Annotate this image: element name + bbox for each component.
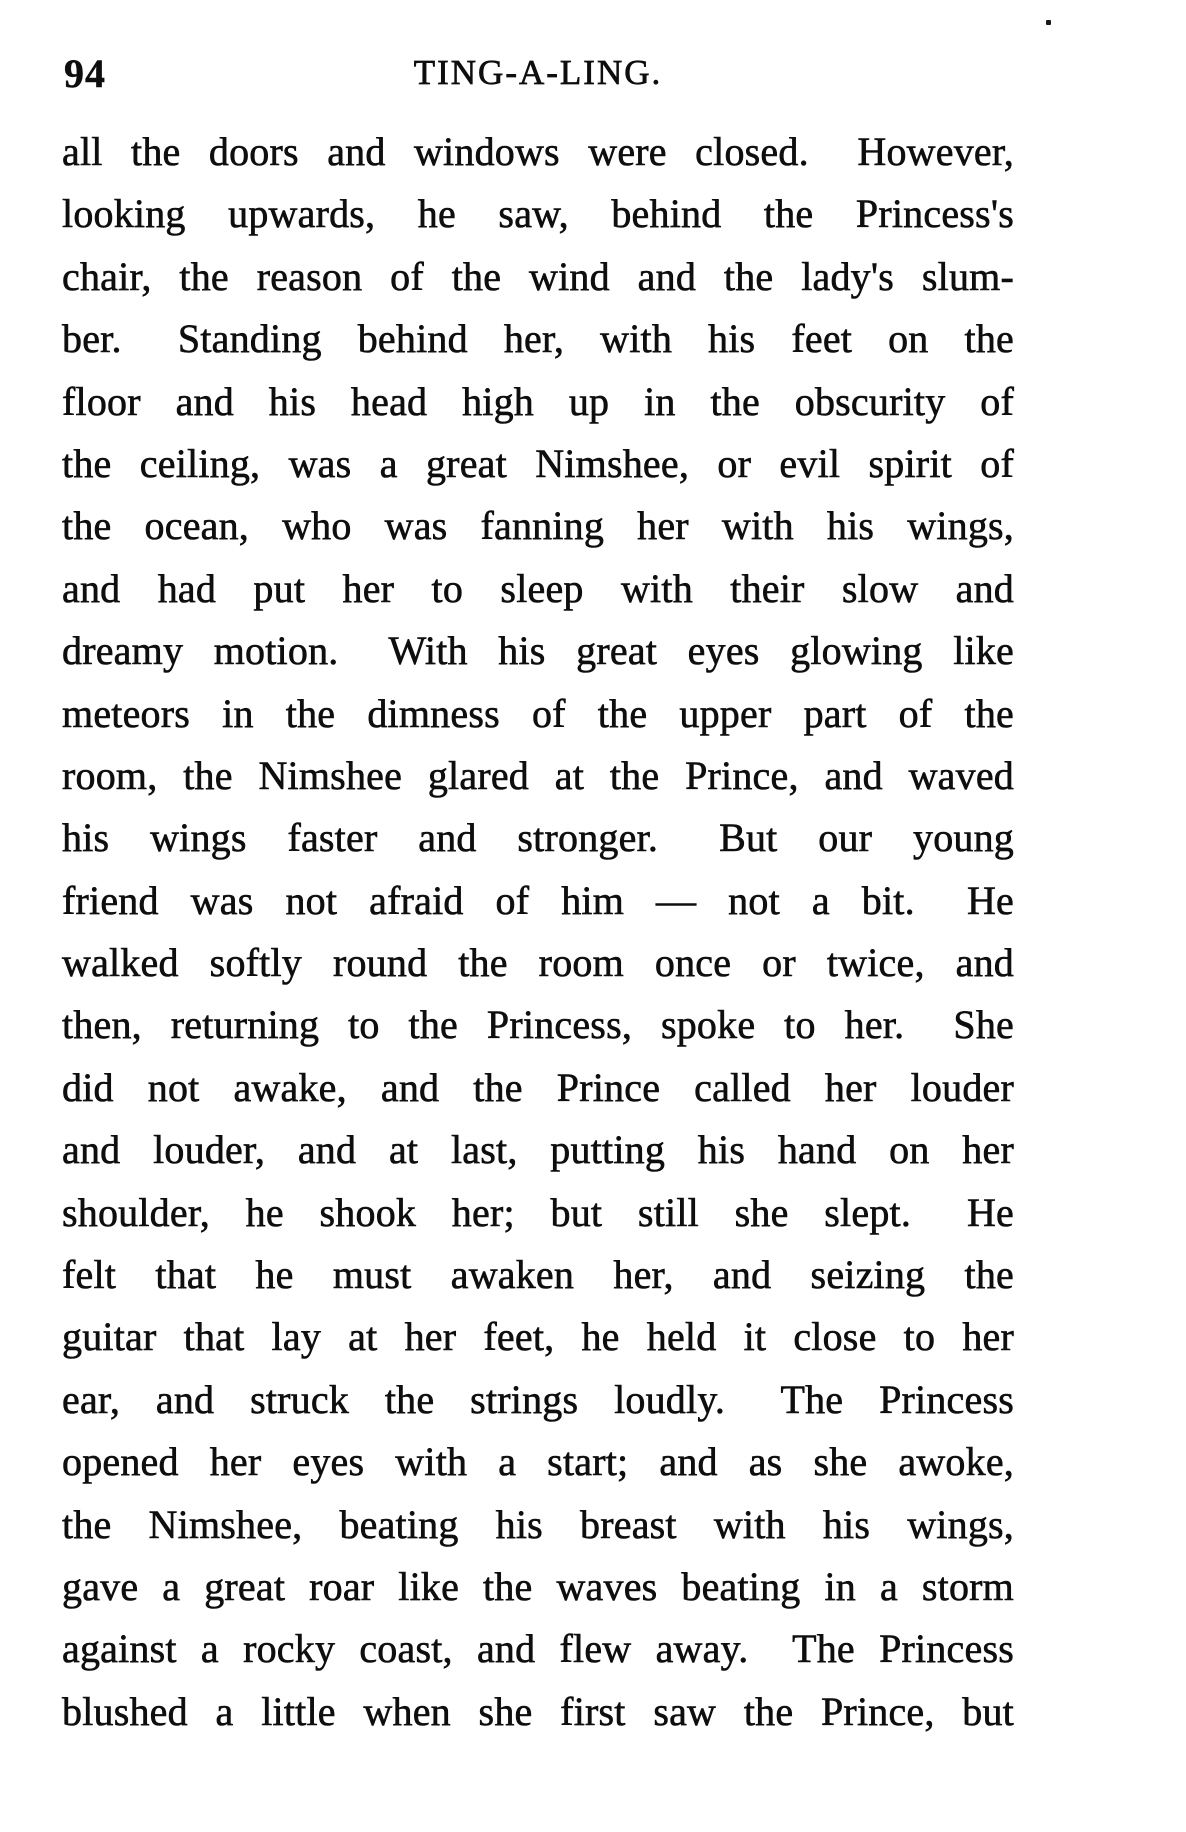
text-line: and had put her to sleep with their slow and [62, 565, 1014, 611]
text-line: ber. Standing behind her, with his feet on the [62, 316, 1014, 362]
text-line: felt that he must awaken her, and seizing the [62, 1252, 1014, 1298]
text-line: looking upwards, he saw, behind the Princess's [62, 191, 1014, 237]
page-body [62, 121, 1014, 1743]
text-line: then, returning to the Princess, spoke to her. She [62, 1002, 1014, 1048]
text-line: ear, and struck the strings loudly. The Princess [62, 1376, 1014, 1422]
text-line: room, the Nimshee glared at the Prince, and waved [62, 752, 1014, 798]
text-line: opened her eyes with a start; and as she awoke, [62, 1439, 1014, 1485]
text-line: all the doors and windows were closed. However, [62, 129, 1014, 174]
text-line: friend was not afraid of him — not a bit. He [62, 877, 1014, 923]
text-line: blushed a little when she first saw the Prince, but [62, 1688, 1014, 1734]
scan-speck [1046, 20, 1051, 25]
text-line: his wings faster and stronger. But our young [62, 815, 1014, 861]
page-number: 94 [64, 51, 106, 96]
text-line: meteors in the dimness of the upper part of the [62, 690, 1014, 736]
text-line: walked softly round the room once or twice, and [62, 940, 1014, 986]
text-line: and louder, and at last, putting his hand on her [62, 1127, 1014, 1173]
text-line: gave a great roar like the waves beating in a storm [62, 1563, 1014, 1609]
text-line: guitar that lay at her feet, he held it close to her [62, 1314, 1014, 1360]
text-line: the Nimshee, beating his breast with his wings, [62, 1501, 1014, 1547]
running-title: TING-A-LING. [413, 53, 663, 92]
text-line: against a rocky coast, and flew away. The Princess [62, 1626, 1014, 1672]
text-line: the ceiling, was a great Nimshee, or evil spirit of [62, 440, 1014, 486]
text-line: shoulder, he shook her; but still she slept. He [62, 1189, 1014, 1235]
text-line: dreamy motion. With his great eyes glowing like [62, 628, 1014, 674]
text-line: floor and his head high up in the obscurity of [62, 378, 1014, 424]
text-line: chair, the reason of the wind and the lady's slum- [62, 253, 1014, 299]
page-header [62, 50, 1014, 96]
text-line: the ocean, who was fanning her with his wings, [62, 503, 1014, 549]
text-line: did not awake, and the Prince called her louder [62, 1064, 1014, 1110]
